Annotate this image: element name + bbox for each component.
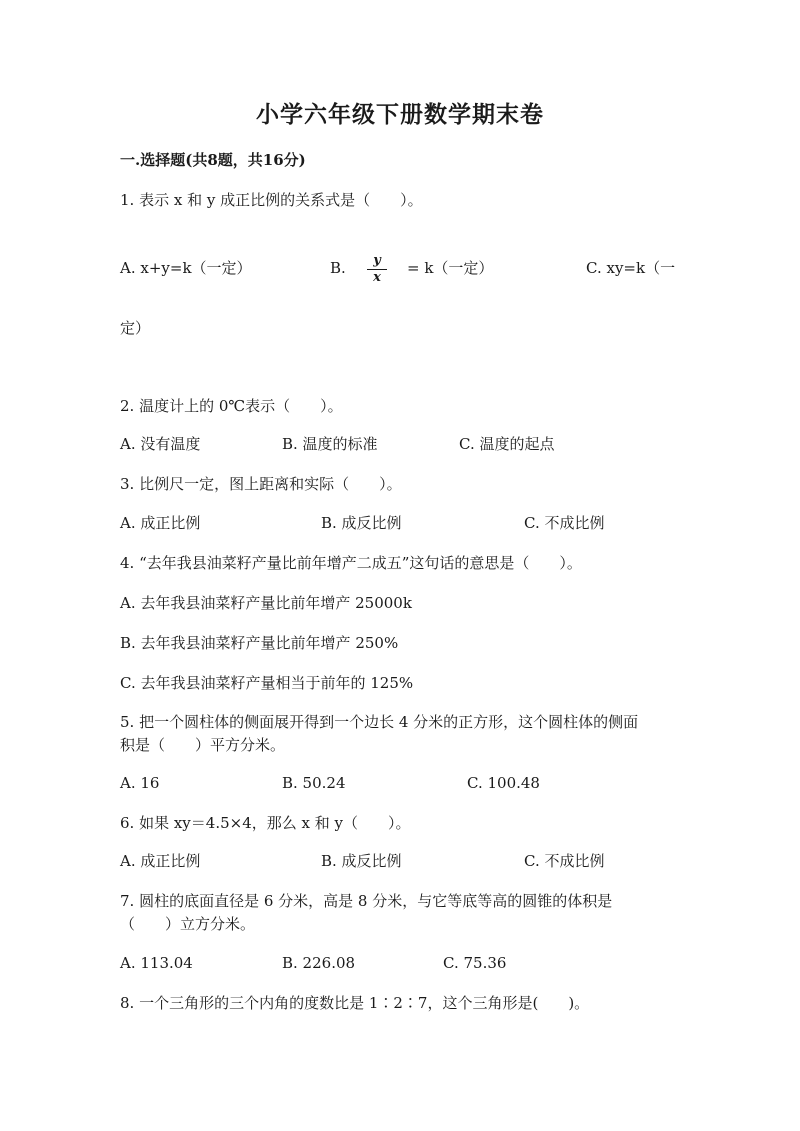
question-3-option-a: A. 成正比例 bbox=[120, 514, 201, 532]
question-6-option-a: A. 成正比例 bbox=[120, 852, 201, 870]
question-5-option-a: A. 16 bbox=[120, 774, 160, 792]
fraction-numerator: y bbox=[373, 253, 381, 268]
question-6-option-b: B. 成反比例 bbox=[321, 852, 402, 870]
question-5-option-b: B. 50.24 bbox=[282, 774, 346, 792]
question-1-option-c: C. xy=k（一 bbox=[586, 259, 676, 277]
question-2-option-c: C. 温度的起点 bbox=[459, 435, 555, 453]
question-4-option-b: B. 去年我县油菜籽产量比前年增产 250% bbox=[120, 634, 399, 652]
question-7-option-c: C. 75.36 bbox=[443, 954, 507, 972]
section-heading: 一.选择题(共8题，共16分) bbox=[120, 151, 306, 169]
question-7-stem-continued: （ ）立方分米。 bbox=[120, 915, 256, 933]
question-8-stem: 8. 一个三角形的三个内角的度数比是 1∶2∶7，这个三角形是( )。 bbox=[120, 994, 590, 1012]
question-3-stem: 3. 比例尺一定，图上距离和实际（ ）。 bbox=[120, 475, 402, 493]
question-2-option-a: A. 没有温度 bbox=[120, 435, 201, 453]
question-1-option-c-continued: 定） bbox=[120, 319, 151, 337]
question-5-stem-continued: 积是（ ）平方分米。 bbox=[120, 736, 286, 754]
question-6-option-c: C. 不成比例 bbox=[524, 852, 605, 870]
question-1-stem: 1. 表示 x 和 y 成正比例的关系式是（ ）。 bbox=[120, 191, 423, 209]
question-2-option-b: B. 温度的标准 bbox=[282, 435, 378, 453]
question-2-stem: 2. 温度计上的 0℃表示（ ）。 bbox=[120, 397, 343, 415]
question-5-option-c: C. 100.48 bbox=[467, 774, 540, 792]
question-3-option-c: C. 不成比例 bbox=[524, 514, 605, 532]
question-7-stem: 7. 圆柱的底面直径是 6 分米，高是 8 分米，与它等底等高的圆锥的体积是 bbox=[120, 892, 613, 910]
fraction-denominator: x bbox=[373, 270, 381, 285]
question-7-option-b: B. 226.08 bbox=[282, 954, 356, 972]
page-title: 小学六年级下册数学期末卷 bbox=[256, 101, 544, 128]
question-1-option-b-rest: = k（一定） bbox=[407, 259, 494, 277]
question-4-option-a: A. 去年我县油菜籽产量比前年增产 25000k bbox=[120, 594, 412, 612]
question-3-option-b: B. 成反比例 bbox=[321, 514, 402, 532]
question-7-option-a: A. 113.04 bbox=[120, 954, 193, 972]
question-1-option-b-label: B. bbox=[330, 259, 346, 277]
question-4-stem: 4. “去年我县油菜籽产量比前年增产二成五”这句话的意思是（ ）。 bbox=[120, 554, 582, 572]
question-1-option-b-fraction bbox=[367, 254, 387, 285]
question-5-stem: 5. 把一个圆柱体的侧面展开得到一个边长 4 分米的正方形，这个圆柱体的侧面 bbox=[120, 713, 639, 731]
question-6-stem: 6. 如果 xy＝4.5×4，那么 x 和 y（ ）。 bbox=[120, 814, 411, 832]
question-4-option-c: C. 去年我县油菜籽产量相当于前年的 125% bbox=[120, 674, 414, 692]
question-1-option-a: A. x+y=k（一定） bbox=[120, 259, 252, 277]
